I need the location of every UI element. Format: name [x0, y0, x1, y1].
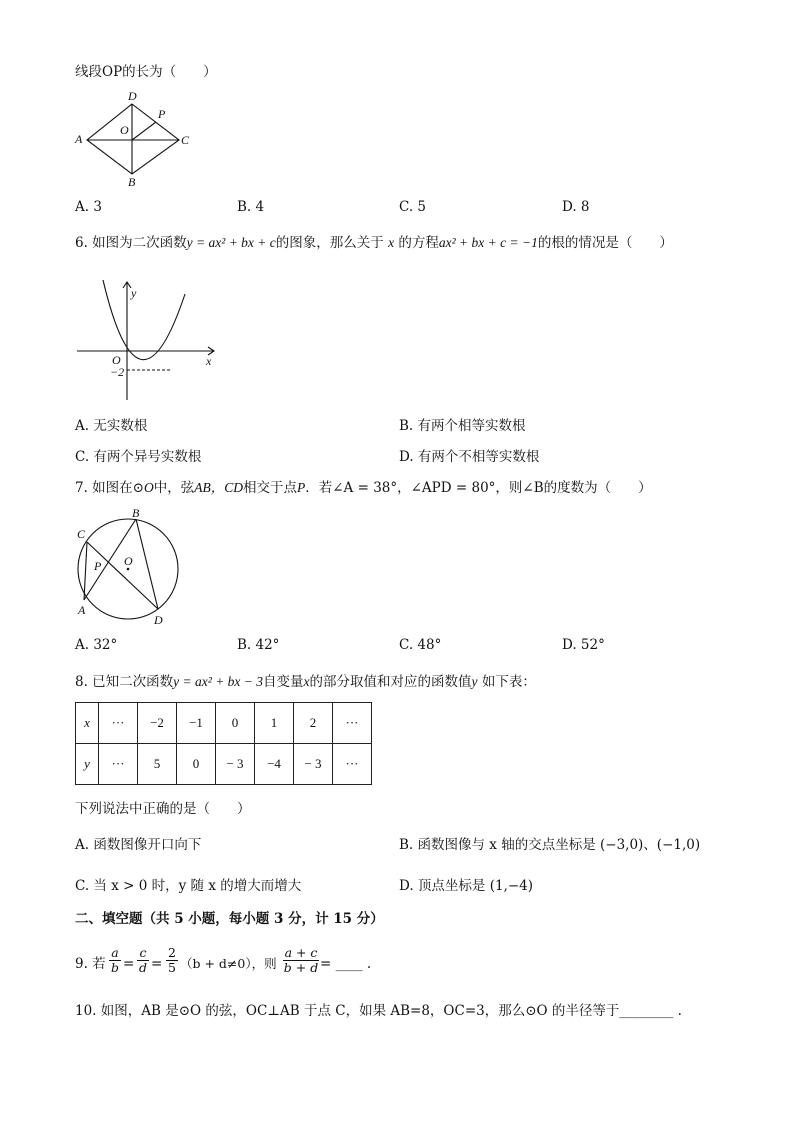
label-d: D [128, 89, 137, 103]
q8-option-a[interactable]: A. 函数图像开口向下 [75, 837, 202, 853]
q7-option-a[interactable]: A. 32° [75, 637, 118, 653]
label-minus2: −2 [110, 365, 125, 379]
q6-option-d[interactable]: D. 有两个不相等实数根 [399, 449, 540, 465]
table-row-x [76, 703, 372, 744]
table-cell: y [76, 744, 99, 785]
q9-prefix: 9. 若 [75, 956, 106, 972]
q9-answer-blank[interactable]: = ____ . [320, 956, 372, 972]
q8-value-table [75, 702, 372, 785]
q5-option-c[interactable]: C. 5 [399, 199, 427, 215]
q7-circle-figure [72, 502, 192, 632]
q8-option-c[interactable]: C. 当 x > 0 时，y 随 x 的增大而增大 [75, 878, 302, 894]
table-cell: −4 [255, 744, 294, 785]
table-cell: ··· [99, 744, 138, 785]
segment-ca [84, 542, 87, 600]
q7-option-d[interactable]: D. 52° [562, 637, 605, 653]
label-p: P [94, 559, 102, 573]
q5-option-b[interactable]: B. 4 [237, 199, 265, 215]
q6-parabola-figure [72, 272, 222, 402]
q7-option-c[interactable]: C. 48° [399, 637, 442, 653]
q8-option-d[interactable]: D. 顶点坐标是 (1,−4) [399, 878, 534, 894]
section-title: 二、填空题（共 5 小题，每小题 3 分，计 15 分） [75, 911, 384, 927]
q5-stem: 线段OP的长为（ ） [75, 64, 217, 80]
chord-cd [87, 542, 158, 609]
q9-fraction-a-b: $\frac{a}{b}$ [110, 945, 119, 975]
label-c: C [77, 527, 86, 541]
label-b: B [128, 175, 136, 189]
q9-eq1: = [123, 956, 135, 972]
table-cell: 2 [294, 703, 333, 744]
table-cell: 5 [138, 744, 177, 785]
q7-option-b[interactable]: B. 42° [237, 637, 280, 653]
q8-stem: 8. 已知二次函数y = ax² + bx − 3自变量x的部分取值和对应的函数值y 如下表： [75, 674, 536, 690]
segment-bd [136, 519, 158, 609]
q5-option-d[interactable]: D. 8 [562, 199, 590, 215]
label-b: B [132, 506, 140, 520]
q6-option-c[interactable]: C. 有两个异号实数根 [75, 449, 202, 465]
label-p: P [158, 107, 166, 121]
label-o: O [120, 123, 129, 137]
table-cell: 0 [216, 703, 255, 744]
table-cell: ··· [99, 703, 138, 744]
table-cell: −1 [177, 703, 216, 744]
q8-option-b[interactable]: B. 函数图像与 x 轴的交点坐标是 (−3,0)、(−1,0) [399, 837, 701, 853]
table-cell: x [76, 703, 99, 744]
label-d: D [154, 613, 163, 627]
q9-fraction-target: $\frac{a + c}{b + d}$ [283, 945, 319, 975]
q9-fraction-2-5: $\frac{2}{5}$ [166, 946, 178, 975]
q6-option-b[interactable]: B. 有两个相等实数根 [399, 418, 526, 434]
q6-option-a[interactable]: A. 无实数根 [75, 418, 148, 434]
table-row-y [76, 744, 372, 785]
table-cell: − 3 [294, 744, 333, 785]
q7-stem: 7. 如图在⊙O中，弦AB，CD相交于点P．若∠A = 38°，∠APD = 80°，则∠B的度数为（ ） [75, 480, 652, 496]
q8-after-table: 下列说法中正确的是（ ） [75, 801, 251, 817]
q10-stem: 10. 如图，AB 是⊙O 的弦，OC⊥AB 于点 C，如果 AB=8，OC=3，那么⊙O 的半径等于________ . [75, 1003, 682, 1019]
q9-condition: （b + d≠0），则 [180, 956, 277, 971]
label-c: C [181, 133, 190, 147]
q5-option-a[interactable]: A. 3 [75, 199, 102, 215]
center-dot [127, 568, 130, 571]
q5-rhombus-figure [70, 88, 190, 188]
parabola-curve [103, 280, 185, 360]
label-o: O [124, 554, 133, 568]
table-cell: 1 [255, 703, 294, 744]
label-a: A [78, 603, 86, 617]
q9-eq2: = [151, 956, 163, 972]
table-cell: −2 [138, 703, 177, 744]
table-cell: 0 [177, 744, 216, 785]
label-x: x [206, 354, 212, 368]
q6-stem: 6. 如图为二次函数y = ax² + bx + c的图象，那么关于 x 的方程ax² + bx + c = −1的根的情况是（ ） [75, 235, 673, 251]
q9-fraction-c-d: $\frac{c}{d}$ [138, 945, 147, 975]
table-cell: − 3 [216, 744, 255, 785]
segment-op [132, 122, 156, 140]
label-o: O [112, 353, 121, 367]
table-cell: ··· [333, 744, 372, 785]
label-a: A [75, 132, 83, 146]
table-cell: ··· [333, 703, 372, 744]
label-y: y [131, 286, 137, 300]
